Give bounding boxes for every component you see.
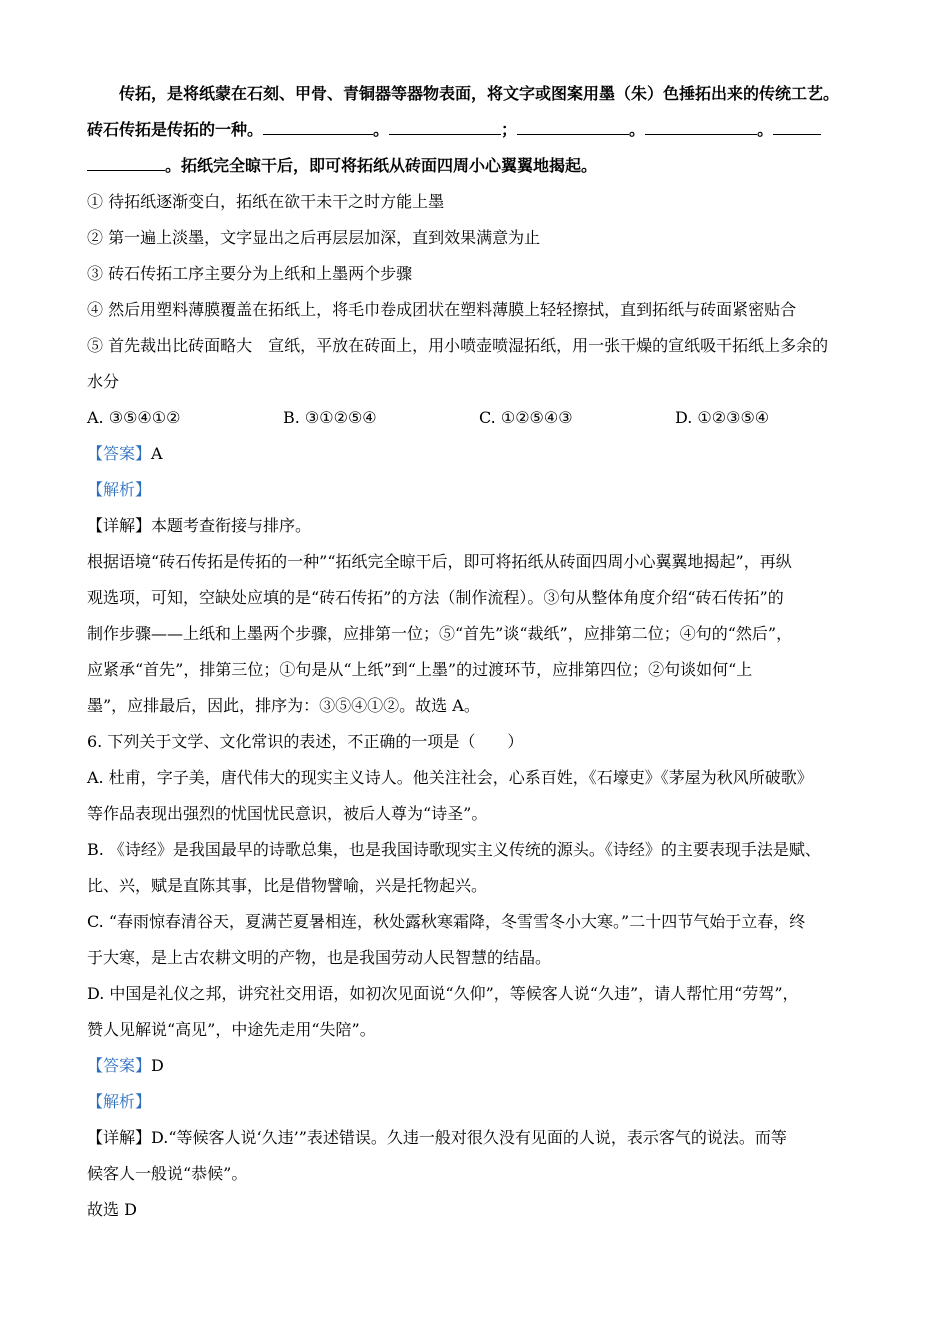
q6-stem: 6. 下列关于文学、文化常识的表述，不正确的一项是（ ）: [87, 732, 524, 751]
q5-explanation-3: 制作步骤——上纸和上墨两个步骤，应排第一位；⑤“首先”谈“裁纸”，应排第二位；④句的“然后”，: [87, 624, 793, 643]
sep: 。: [373, 120, 390, 139]
sep: 。: [757, 120, 774, 139]
q5-analysis: [87, 472, 869, 508]
answer-tag: 【答案】: [87, 1056, 152, 1075]
detail-text: 本题考查衔接与排序。: [151, 516, 312, 535]
q5-explanation-1: 根据语境“砖石传拓是传拓的一种”“拓纸完全晾干后，即可将拓纸从砖面四周小心翼翼地揭起”，再纵: [87, 552, 792, 571]
q5-explanation-2: 观选项，可知，空缺处应填的是“砖石传拓”的方法（制作流程）。③句从整体角度介绍“砖石传拓”的: [87, 588, 784, 607]
q5-intro-line2: [87, 112, 869, 148]
answer-value: A: [151, 444, 163, 463]
q6-detail-2: 候客人一般说“恭候”。: [87, 1164, 248, 1183]
sep: ；: [501, 120, 518, 139]
detail-tag: 【详解】: [87, 1128, 152, 1147]
q6-option-line-1: A. 杜甫，字子美，唐代伟大的现实主义诗人。他关注社会，心系百姓，《石壕吏》《茅屋为秋风所破歌》: [87, 768, 813, 787]
answer-tag: 【答案】: [87, 444, 152, 463]
q5-intro-text: 砖石传拓是传拓的一种。: [87, 120, 264, 139]
q6-conclusion: 故选 D: [87, 1200, 137, 1219]
q5-detail: [87, 508, 869, 544]
q5-intro-line3: [87, 148, 869, 184]
q6-option-line-2: 等作品表现出强烈的忧国忧民意识，被后人尊为“诗圣”。: [87, 804, 488, 823]
q5-item-1: ① 待拓纸逐渐变白，拓纸在欲干未干之时方能上墨: [87, 192, 445, 211]
analysis-tag: 【解析】: [87, 1092, 152, 1111]
q5-intro-end: 。拓纸完全晾干后，即可将拓纸从砖面四周小心翼翼地揭起。: [165, 156, 598, 175]
q5-option-d: D. ①②③⑤④: [675, 408, 770, 427]
blank-5: [773, 116, 821, 135]
document-page: [87, 76, 869, 1228]
q5-explanation-4: 应紧承“首先”，排第三位；①句是从“上纸”到“上墨”的过渡环节，应排第四位；②句谈如何“上: [87, 660, 753, 679]
q6-analysis: [87, 1084, 869, 1120]
q5-options: [87, 400, 869, 436]
q5-explanation-5: 墨”，应排最后，因此，排序为：③⑤④①②。故选 A。: [87, 696, 480, 715]
q5-item-2: ② 第一遍上淡墨，文字显出之后再层层加深，直到效果满意为止: [87, 228, 541, 247]
q5-option-c: C. ①②⑤④③: [479, 408, 573, 427]
detail-text: D.“等候客人说‘久违’”表述错误。久违一般对很久没有见面的人说，表示客气的说法。而等: [151, 1128, 787, 1147]
q6-option-line-6: 于大寒，是上古农耕文明的产物，也是我国劳动人民智慧的结晶。: [87, 948, 552, 967]
analysis-tag: 【解析】: [87, 480, 152, 499]
q6-option-line-5: C. “春雨惊春清谷天，夏满芒夏暑相连，秋处露秋寒霜降，冬雪雪冬小大寒。”二十四节气始于立春，终: [87, 912, 806, 931]
detail-tag: 【详解】: [87, 516, 152, 535]
q6-option-line-8: 赞人见解说“高见”，中途先走用“失陪”。: [87, 1020, 376, 1039]
q6-answer: [87, 1048, 869, 1084]
answer-value: D: [151, 1056, 164, 1075]
q5-item-5: ⑤ 首先裁出比砖面略大 宣纸，平放在砖面上，用小喷壶喷湿拓纸，用一张干燥的宣纸吸干拓纸上多余的: [87, 336, 829, 355]
q5-item-4: ④ 然后用塑料薄膜覆盖在拓纸上，将毛巾卷成团状在塑料薄膜上轻轻擦拭，直到拓纸与砖面紧密贴合: [87, 300, 797, 319]
blank-2: [389, 116, 501, 135]
q6-option-line-7: D. 中国是礼仪之邦，讲究社交用语，如初次见面说“久仰”，等候客人说“久违”，请人帮忙用“劳驾”，: [87, 984, 799, 1003]
q5-option-b: B. ③①②⑤④: [283, 408, 377, 427]
blank-5-cont: [87, 152, 165, 171]
q6-option-line-4: 比、兴，赋是直陈其事，比是借物譬喻，兴是托物起兴。: [87, 876, 488, 895]
q5-option-a: A. ③⑤④①②: [87, 408, 181, 427]
blank-1: [263, 116, 373, 135]
blank-3: [517, 116, 629, 135]
blank-4: [645, 116, 757, 135]
q5-item-3: ③ 砖石传拓工序主要分为上纸和上墨两个步骤: [87, 264, 413, 283]
q5-item-5-cont: 水分: [87, 372, 120, 391]
q5-intro-line1: 传拓，是将纸蒙在石刻、甲骨、青铜器等器物表面，将文字或图案用墨（朱）色捶拓出来的传统工艺。: [119, 84, 840, 103]
sep: 。: [629, 120, 646, 139]
q6-detail-1: [87, 1120, 869, 1156]
q5-answer: [87, 436, 869, 472]
q6-option-line-3: B. 《诗经》是我国最早的诗歌总集，也是我国诗歌现实主义传统的源头。《诗经》的主要表现手法是赋、: [87, 840, 821, 859]
